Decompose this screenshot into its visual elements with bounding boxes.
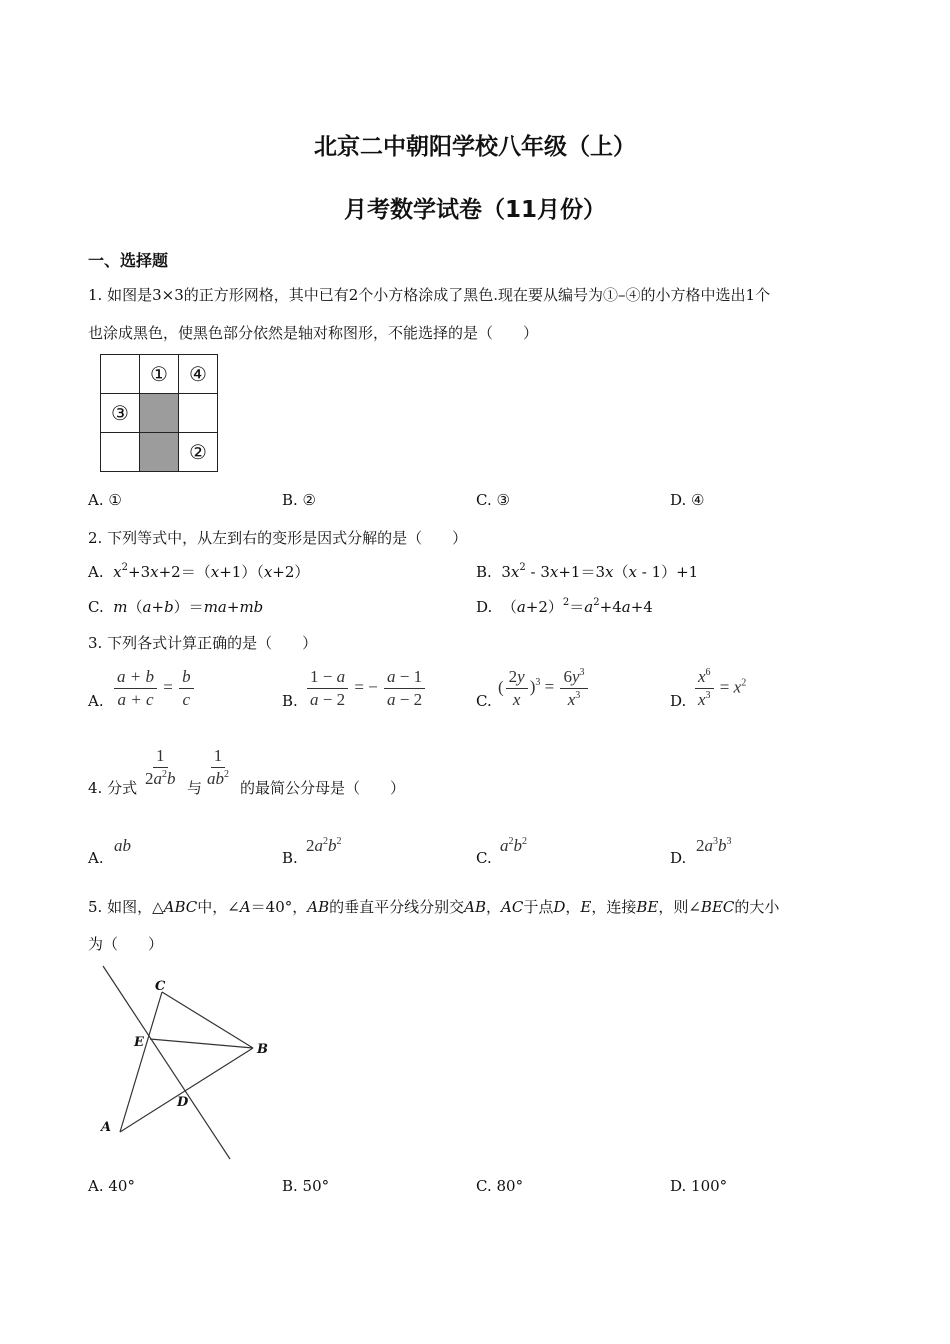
option-label: D. <box>476 598 493 616</box>
q5-stem-line2: 为（ ） <box>88 935 164 953</box>
segment-ac <box>120 992 162 1132</box>
option-label: A. <box>88 563 104 581</box>
q1-stem-line2: 也涂成黑色，使黑色部分依然是轴对称图形，不能选择的是（ ） <box>88 324 539 342</box>
segment-cb <box>162 992 253 1048</box>
label-e: E <box>134 1035 144 1050</box>
label-d: D <box>177 1095 189 1110</box>
q4-fraction-2: $\frac{1}{ab^2}$ <box>207 746 229 788</box>
grid-cell <box>179 394 218 433</box>
q3-option-a-expr: $\frac{a + b}{a + c}$ = $\frac{b}{c}$ <box>112 668 196 709</box>
q4-option-d-expr: $2a^3b^3$ <box>696 836 732 855</box>
q2-option-c[interactable] <box>88 596 263 617</box>
q5-option-a[interactable]: A. 40° <box>88 1177 135 1195</box>
title-line-2: 月考数学试卷（11月份） <box>343 197 606 223</box>
grid-cell-4: ④ <box>179 355 218 394</box>
q5-stem-line1: 5. 如图，△ABC中，∠A＝40°，AB的垂直平分线分别交AB，AC于点D，E，连接BE，则∠BEC的大小 <box>88 898 780 916</box>
title-line-1: 北京二中朝阳学校八年级（上） <box>314 134 636 160</box>
grid-cell-shaded <box>140 394 179 433</box>
segment-ab <box>120 1048 253 1132</box>
q4-option-a-label[interactable]: A. <box>88 849 104 867</box>
q2-option-a-expr: $x^2+3x+2=(x+1)(x+2)$ <box>113 562 310 581</box>
q4-prefix: 4. 分式 <box>88 779 138 797</box>
q4-option-a-expr: ab <box>114 836 131 855</box>
q4-option-b-expr: $2a^2b^2$ <box>306 836 342 855</box>
option-label: C. <box>88 598 104 616</box>
q3-option-b-label[interactable]: B. <box>282 692 298 710</box>
label-a: A <box>101 1120 112 1135</box>
q3-option-d-label[interactable]: D. <box>670 692 687 710</box>
segment-eb <box>150 1039 253 1048</box>
grid-cell-3: ③ <box>101 394 140 433</box>
grid-cell-2: ② <box>179 433 218 472</box>
q2-option-d-expr: $(a+2)^2=a^2+4a+4$ <box>497 597 653 616</box>
grid-cell-1: ① <box>140 355 179 394</box>
q5-option-b[interactable]: B. 50° <box>282 1177 330 1195</box>
q2-option-b[interactable] <box>476 561 698 582</box>
section-heading: 一、选择题 <box>88 251 169 270</box>
q1-option-d[interactable]: D. ④ <box>670 491 705 509</box>
q1-option-a[interactable]: A. ① <box>88 491 122 509</box>
label-c: C <box>155 979 166 994</box>
q4-option-b-label[interactable]: B. <box>282 849 298 867</box>
q3-option-a-label[interactable]: A. <box>88 692 104 710</box>
q1-grid <box>100 354 218 472</box>
q4-suffix: 的最简公分母是（ ） <box>240 779 406 797</box>
q4-option-d-label[interactable]: D. <box>670 849 687 867</box>
q4-option-c-expr: $a^2b^2$ <box>500 836 527 855</box>
q1-option-c[interactable]: C. ③ <box>476 491 510 509</box>
q4-fraction-1: $\frac{1}{2a^2b}$ <box>145 746 176 788</box>
q3-option-c-label[interactable]: C. <box>476 692 492 710</box>
q5-triangle-figure <box>95 960 268 1165</box>
grid-cell <box>101 433 140 472</box>
q2-stem: 2. 下列等式中，从左到右的变形是因式分解的是（ ） <box>88 529 468 547</box>
q1-option-b[interactable]: B. ② <box>282 491 317 509</box>
q4-option-c-label[interactable]: C. <box>476 849 492 867</box>
grid-cell-shaded <box>140 433 179 472</box>
q3-option-c-expr: ( $\frac{2y}{x}$ )$^3$ = $\frac{6y^3}{x^3}$ <box>498 668 590 709</box>
q2-option-c-expr: m（a+b）＝ma+mb <box>113 598 264 616</box>
q4-mid: 与 <box>187 779 203 797</box>
q2-option-b-expr: $3x^2 - 3x+1=3x(x - 1)+1$ <box>496 562 699 581</box>
q3-option-b-expr: $\frac{1 - a}{a - 2}$ = − $\frac{a - 1}{a - 2}$ <box>305 668 427 709</box>
grid-cell <box>101 355 140 394</box>
label-b: B <box>257 1042 268 1057</box>
q3-stem: 3. 下列各式计算正确的是（ ） <box>88 634 318 652</box>
q1-stem-line1: 1. 如图是3×3的正方形网格，其中已有2个小方格涂成了黑色.现在要从编号为①–④的小方格中选出1个 <box>88 286 771 304</box>
q2-option-d[interactable] <box>476 596 653 617</box>
q5-option-d[interactable]: D. 100° <box>670 1177 728 1195</box>
option-label: B. <box>476 563 492 581</box>
q5-option-c[interactable]: C. 80° <box>476 1177 524 1195</box>
q2-option-a[interactable] <box>88 561 309 582</box>
q3-option-d-expr: $\frac{x^6}{x^3}$ = $x^2$ <box>693 668 746 709</box>
